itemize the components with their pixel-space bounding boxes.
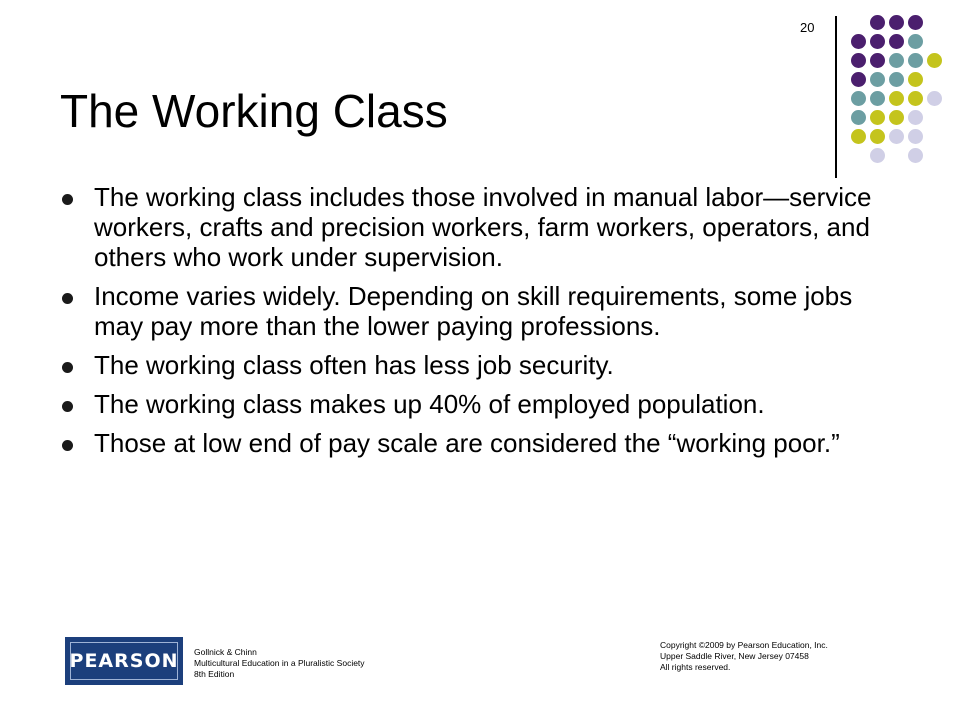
bullet-icon	[62, 194, 73, 205]
decorative-dot	[870, 148, 885, 163]
decorative-dot	[851, 91, 866, 106]
copyright-notice	[660, 640, 828, 673]
pearson-logo	[65, 637, 183, 685]
copyright-address: Upper Saddle River, New Jersey 07458	[660, 651, 809, 661]
decorative-dot	[851, 110, 866, 125]
decorative-dot	[908, 91, 923, 106]
bullet-text: Income varies widely. Depending on skill requirements, some jobs may pay more than the lower paying professions.	[94, 281, 853, 341]
bullet-icon	[62, 401, 73, 412]
slide-title: The Working Class	[60, 85, 448, 137]
decorative-dot	[927, 53, 942, 68]
decorative-dot	[870, 53, 885, 68]
decorative-dot	[870, 34, 885, 49]
bullet-item	[58, 389, 898, 419]
decorative-dot	[908, 148, 923, 163]
bullet-icon	[62, 362, 73, 373]
decorative-dot	[851, 34, 866, 49]
decorative-dot	[851, 129, 866, 144]
decorative-dot	[889, 110, 904, 125]
decorative-dot	[870, 91, 885, 106]
decorative-dot	[889, 129, 904, 144]
copyright-rights: All rights reserved.	[660, 662, 731, 672]
copyright-line: Copyright ©2009 by Pearson Education, Inc.	[660, 640, 828, 650]
decorative-dot	[889, 91, 904, 106]
decorative-dot	[870, 15, 885, 30]
decorative-dot	[889, 53, 904, 68]
bullet-text: Those at low end of pay scale are considered the “working poor.”	[94, 428, 840, 458]
bullet-item	[58, 281, 898, 341]
book-title: Multicultural Education in a Pluralistic Society	[194, 658, 365, 668]
decorative-dot	[908, 110, 923, 125]
bullet-text: The working class includes those involved in manual labor—service workers, crafts and precision workers, farm workers, operators, and others who work under supervision.	[94, 182, 872, 272]
bullet-text: The working class often has less job security.	[94, 350, 614, 380]
decorative-dot	[851, 72, 866, 87]
bullet-icon	[62, 440, 73, 451]
bullet-item	[58, 428, 898, 458]
decorative-dot	[870, 72, 885, 87]
decorative-dot	[851, 53, 866, 68]
decorative-dot	[870, 129, 885, 144]
slide-number: 20	[800, 20, 815, 35]
bullet-item	[58, 182, 898, 272]
decorative-dot	[927, 91, 942, 106]
decorative-dot	[889, 15, 904, 30]
bullet-text: The working class makes up 40% of employed population.	[94, 389, 765, 419]
bullet-icon	[62, 293, 73, 304]
decorative-dot	[870, 110, 885, 125]
book-edition: 8th Edition	[194, 669, 235, 679]
book-info	[194, 647, 365, 680]
bullet-item	[58, 350, 898, 380]
decorative-dot	[908, 34, 923, 49]
bullet-list	[58, 182, 898, 467]
decorative-dot	[908, 129, 923, 144]
pearson-logo-text: PEARSON	[70, 642, 178, 680]
decorative-dot	[908, 15, 923, 30]
book-authors: Gollnick & Chinn	[194, 647, 257, 657]
decorative-dot	[889, 72, 904, 87]
decorative-dot	[889, 34, 904, 49]
decorative-dot	[908, 72, 923, 87]
decorative-dot	[908, 53, 923, 68]
